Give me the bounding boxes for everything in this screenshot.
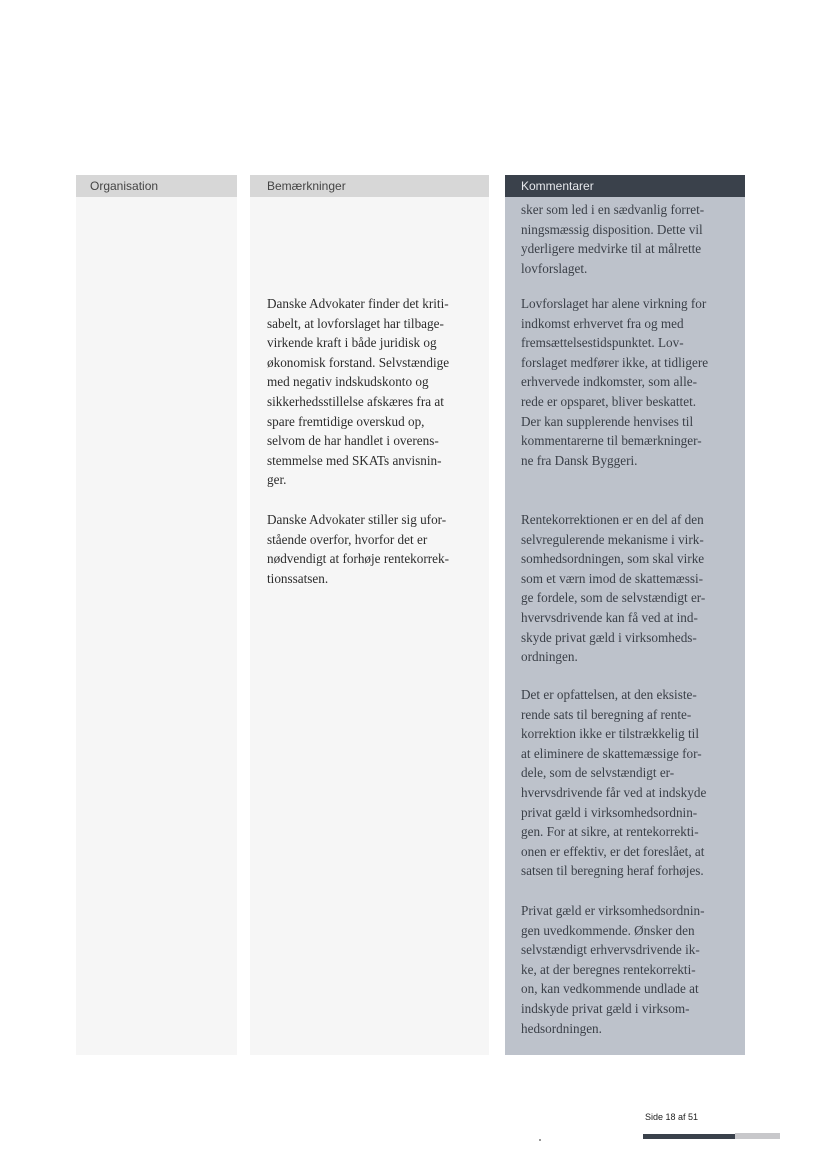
kommentar-paragraph-2: Lovforslaget har alene virkning for indkomst erhvervet fra og med fremsættelsestidspunktet. Lov- forslaget medfører ikke, at tidligere erhvervede indkomster, som alle- rede er opsparet, bliver beskattet. Der kan supplerende henvises til kommentarerne til bemærkninger- ne fra Dansk Byggeri. xyxy=(521,296,709,468)
kommentar-paragraph-4: Det er opfattelsen, at den eksiste- rende sats til beregning af rente- korrektion ikke er tilstrækkelig til at eliminere de skattemæssige for- dele, som de selvstændigt er- hvervsdrivende får ved at indskyde privat gæld i virksomhedsordnin- gen. For at sikre, at rentekorrekti- onen er effektiv, er det foreslået, at satsen til beregning heraf forhøjes. xyxy=(521,687,707,879)
column-header-bemaerkninger: Bemærkninger xyxy=(250,175,489,197)
scan-speck xyxy=(539,1139,541,1141)
kommentar-paragraph-3: Rentekorrektionen er en del af den selvregulerende mekanisme i virk- somhedsordningen, som skal virke som et værn imod de skattemæssi- ge fordele, som de selvstændigt er- hvervsdrivende kan få ved at ind- skyde privat gæld i virksomheds- ordningen. xyxy=(521,512,706,665)
kommentar-paragraph-1: sker som led i en sædvanlig forret- ningsmæssig disposition. Dette vil yderligere medvirke til at målrette lovforslaget. xyxy=(521,202,705,276)
column-header-kommentarer: Kommentarer xyxy=(505,175,745,197)
page-number: Side 18 af 51 xyxy=(645,1112,699,1122)
organisation-column xyxy=(76,197,237,1055)
column-header-organisation: Organisation xyxy=(76,175,237,197)
bemaerkning-paragraph-1: Danske Advokater finder det kriti- sabelt, at lovforslaget har tilbage- virkende kraft i både juridisk og økonomisk forstand. Selvstændige med negativ indskudskonto og sikkerhedsstillelse afskæres fra at spare fremtidige overskud op, selvom de har handlet i overens- stemmelse med SKATs anvisnin- ger. xyxy=(267,296,450,488)
footer-bar-dark xyxy=(643,1134,735,1139)
kommentar-paragraph-5: Privat gæld er virksomhedsordnin- gen uvedkommende. Ønsker den selvstændigt erhvervsdrivende ik- ke, at der beregnes rentekorrekti- on, kan vedkommende undlade at indskyde privat gæld i virksom- hedsordningen. xyxy=(521,903,705,1036)
bemaerkning-paragraph-2: Danske Advokater stiller sig ufor- stående overfor, hvorfor det er nødvendigt at forhøje rentekorrek- tionssatsen. xyxy=(267,512,449,586)
footer-bar-light xyxy=(735,1133,780,1139)
